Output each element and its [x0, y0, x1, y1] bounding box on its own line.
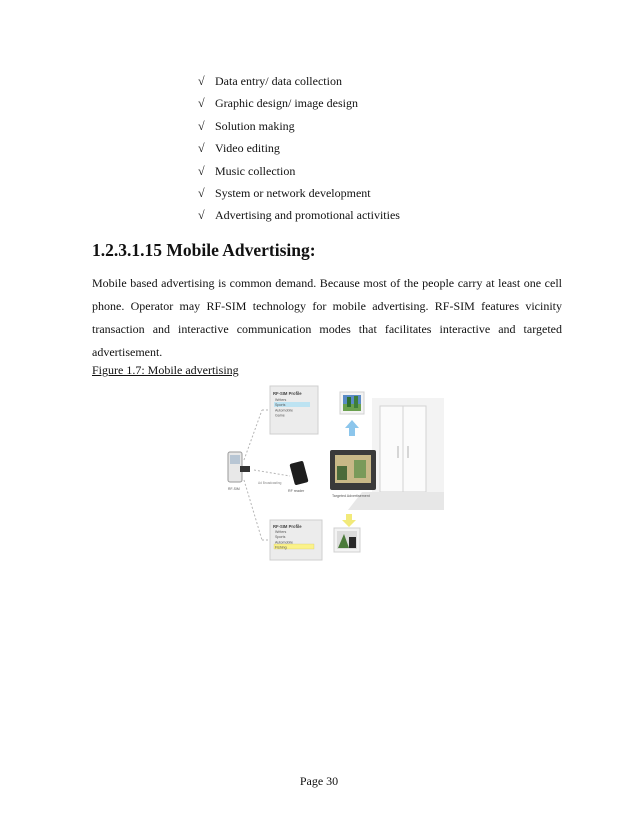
mobile-advertising-figure [222, 380, 444, 562]
reader-label: RF reader [288, 489, 305, 493]
rf-reader [289, 461, 308, 486]
checklist-item [198, 204, 400, 226]
section-paragraph: Mobile based advertising is common demand. Because most of the people carry at least one cell phone. Operator may RF-SIM technology for mobile advertising. RF-SIM features vicinity transaction and interactive communication modes that facilitates interactive and targeted advertisement. [92, 276, 562, 359]
checklist-item [198, 70, 400, 92]
phone-label: RF-SIM [228, 487, 240, 491]
figure-caption: Figure 1.7: Mobile advertising [92, 363, 239, 377]
checklist-item [198, 182, 400, 204]
checklist-item [198, 115, 400, 137]
profile-item-label: Writers [275, 530, 287, 534]
profile-item-label: Automobile [275, 408, 293, 413]
checklist-item-label: Data entry/ data collection [215, 74, 342, 88]
bottom-profile-title: RF-SIM Profile [273, 524, 302, 529]
profile-item-label: Automobile [275, 540, 293, 545]
profile-item-label: Sports [275, 535, 286, 540]
checklist-item-label: Solution making [215, 118, 295, 133]
profile-item-label: Game [275, 413, 285, 418]
checklist-item-label: Graphic design/ image design [215, 96, 358, 111]
checklist-item-label: Video editing [215, 141, 280, 156]
checklist-item [198, 92, 400, 114]
display-label: Targeted Advertisement [332, 494, 370, 498]
checklist-item-label: System or network development [215, 185, 371, 200]
profile-item-label: Fishing [275, 545, 287, 550]
checklist-item [198, 160, 400, 182]
page-number: Page 30 [299, 774, 339, 788]
check-icon: √ [198, 74, 205, 88]
check-icon: √ [198, 163, 205, 178]
profile-item-label: Writers [275, 398, 287, 402]
checklist-item-label: Music collection [215, 163, 296, 178]
check-icon: √ [198, 141, 205, 156]
section-heading: 1.2.3.1.15 Mobile Advertising: [92, 240, 316, 260]
up-arrow [345, 420, 359, 436]
check-icon: √ [198, 208, 205, 223]
ad-label: Ad Broadcasting [258, 481, 282, 485]
check-icon: √ [198, 96, 205, 111]
phone-sim [240, 466, 250, 472]
phone-screen [230, 455, 240, 464]
check-icon: √ [198, 118, 205, 133]
services-checklist [198, 70, 400, 227]
checklist-item-label: Advertising and promotional activities [215, 208, 400, 223]
profile-item-label: Sports [275, 403, 286, 408]
figure-diagram [222, 380, 444, 562]
top-profile-title: RF-SIM Profile [273, 391, 302, 396]
check-icon: √ [198, 185, 205, 200]
down-arrow [342, 514, 356, 527]
checklist-item [198, 137, 400, 159]
